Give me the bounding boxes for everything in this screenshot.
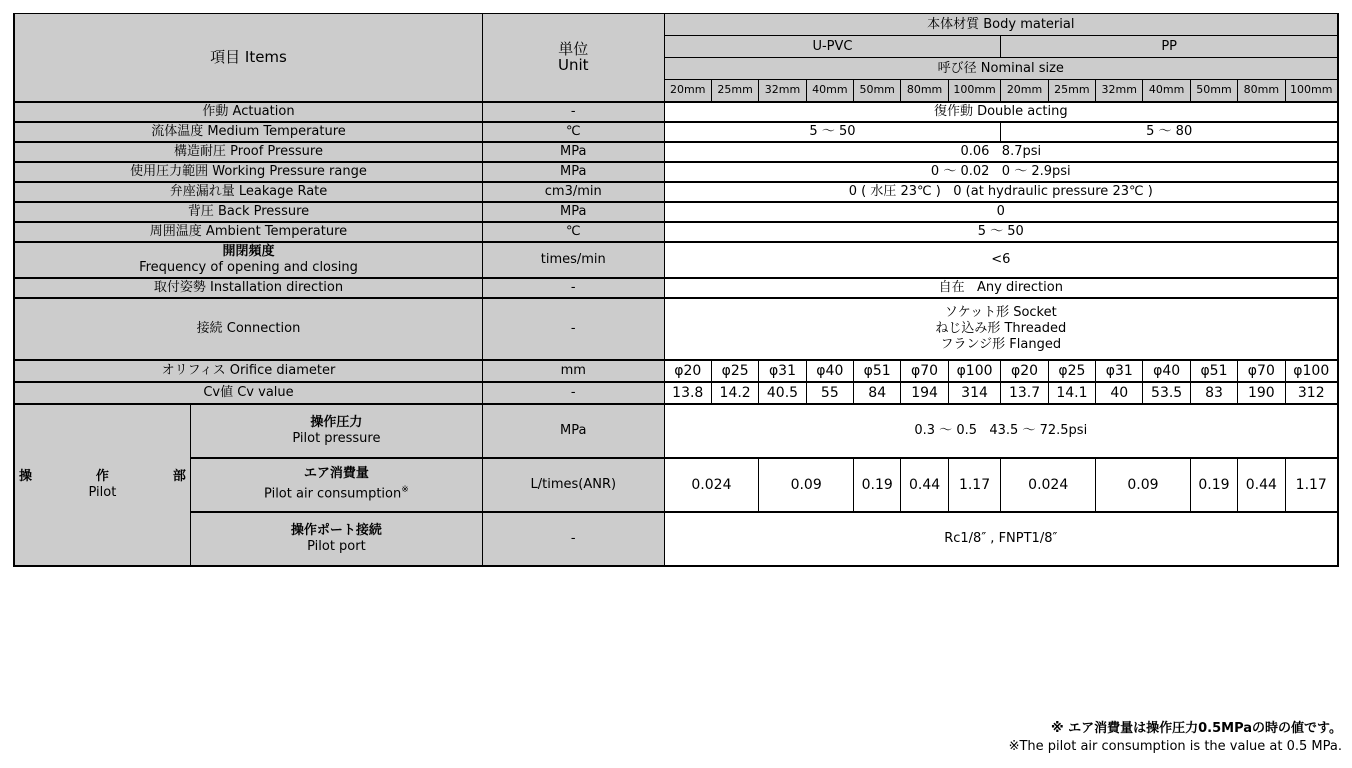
value-cell: 0 ～ 0.02 0 ～ 2.9psi xyxy=(664,162,1338,182)
row-back-pressure xyxy=(14,202,1338,222)
unit-cell: MPa xyxy=(482,162,664,182)
item-label xyxy=(190,458,482,512)
size-cell: 25mm xyxy=(1048,80,1095,102)
value-cell-upvc: 5 ～ 50 xyxy=(664,122,1001,142)
value-cell: 5 ～ 50 xyxy=(664,222,1338,242)
header-unit xyxy=(482,14,664,102)
item-label: 周囲温度 Ambient Temperature xyxy=(14,222,482,242)
size-cell: 40mm xyxy=(1143,80,1190,102)
row-installation xyxy=(14,278,1338,298)
item-label-jp: 操作圧力 xyxy=(310,414,363,430)
air-cell: 1.17 xyxy=(948,458,1001,512)
spec-table xyxy=(13,13,1339,567)
size-cell: 100mm xyxy=(1285,80,1338,102)
value-cell-pp: 5 ～ 80 xyxy=(1001,122,1338,142)
unit-cell: times/min xyxy=(482,242,664,278)
pilot-char: 操 xyxy=(19,468,33,484)
item-label: 背圧 Back Pressure xyxy=(14,202,482,222)
unit-label-en: Unit xyxy=(558,56,589,75)
footnotes xyxy=(1009,720,1342,756)
orifice-cell: φ51 xyxy=(1190,360,1237,382)
size-cell: 80mm xyxy=(901,80,948,102)
value-cell: 0 xyxy=(664,202,1338,222)
orifice-cell: φ20 xyxy=(1001,360,1048,382)
footnote-en: ※The pilot air consumption is the value at 0.5 MPa. xyxy=(1008,739,1342,754)
header-items: 項目 Items xyxy=(14,14,482,102)
unit-label-jp: 単位 xyxy=(558,40,589,59)
unit-cell: - xyxy=(482,278,664,298)
value-cell: Rc1/8″ , FNPT1/8″ xyxy=(664,512,1338,566)
material-pp: PP xyxy=(1001,36,1338,58)
unit-cell: cm3/min xyxy=(482,182,664,202)
orifice-cell: φ31 xyxy=(1096,360,1143,382)
unit-cell: MPa xyxy=(482,202,664,222)
orifice-cell: φ25 xyxy=(711,360,758,382)
item-label xyxy=(14,242,482,278)
row-medium-temperature xyxy=(14,122,1338,142)
air-cell: 0.44 xyxy=(901,458,948,512)
orifice-cell: φ40 xyxy=(806,360,853,382)
item-label: 接続 Connection xyxy=(14,298,482,360)
connection-flanged: フランジ形 Flanged xyxy=(940,336,1062,352)
orifice-cell: φ31 xyxy=(759,360,806,382)
unit-cell: - xyxy=(482,382,664,404)
cv-cell: 14.1 xyxy=(1048,382,1095,404)
cv-cell: 84 xyxy=(854,382,901,404)
pilot-char: 作 xyxy=(95,468,109,484)
air-cell: 0.024 xyxy=(1001,458,1096,512)
cv-cell: 194 xyxy=(901,382,948,404)
orifice-cell: φ70 xyxy=(901,360,948,382)
row-proof-pressure xyxy=(14,142,1338,162)
value-cell: 0 ( 水圧 23℃ ) 0 (at hydraulic pressure 23℃ ) xyxy=(664,182,1338,202)
size-cell: 100mm xyxy=(948,80,1001,102)
unit-cell: ℃ xyxy=(482,122,664,142)
unit-cell: L/times(ANR) xyxy=(482,458,664,512)
material-upvc: U-PVC xyxy=(664,36,1001,58)
item-label: 弁座漏れ量 Leakage Rate xyxy=(14,182,482,202)
connection-socket: ソケット形 Socket xyxy=(944,304,1057,320)
air-cell: 0.024 xyxy=(664,458,759,512)
item-label: 作動 Actuation xyxy=(14,102,482,122)
row-leakage-rate xyxy=(14,182,1338,202)
row-connection xyxy=(14,298,1338,360)
air-cell: 0.09 xyxy=(1096,458,1191,512)
item-label: オリフィス Orifice diameter xyxy=(14,360,482,382)
value-cell xyxy=(664,298,1338,360)
unit-cell: mm xyxy=(482,360,664,382)
item-label: 取付姿勢 Installation direction xyxy=(14,278,482,298)
cv-cell: 55 xyxy=(806,382,853,404)
unit-cell: - xyxy=(482,298,664,360)
item-label-en-text: Pilot air consumption xyxy=(264,486,402,502)
row-orifice xyxy=(14,360,1338,382)
unit-cell: - xyxy=(482,102,664,122)
cv-cell: 190 xyxy=(1238,382,1285,404)
row-pilot-pressure xyxy=(14,404,1338,458)
cv-cell: 83 xyxy=(1190,382,1237,404)
value-cell: 0.3 ～ 0.5 43.5 ～ 72.5psi xyxy=(664,404,1338,458)
size-cell: 50mm xyxy=(854,80,901,102)
item-label: Cv値 Cv value xyxy=(14,382,482,404)
header-nominal-size: 呼び径 Nominal size xyxy=(664,58,1338,80)
pilot-char: 部 xyxy=(172,468,186,484)
cv-cell: 14.2 xyxy=(711,382,758,404)
item-label-en xyxy=(191,482,482,502)
size-cell: 25mm xyxy=(711,80,758,102)
cv-cell: 40.5 xyxy=(759,382,806,404)
air-cell: 0.19 xyxy=(854,458,901,512)
size-cell: 40mm xyxy=(806,80,853,102)
orifice-cell: φ20 xyxy=(664,360,711,382)
size-cell: 20mm xyxy=(1001,80,1048,102)
orifice-cell: φ70 xyxy=(1238,360,1285,382)
cv-cell: 312 xyxy=(1285,382,1338,404)
row-cv xyxy=(14,382,1338,404)
row-frequency xyxy=(14,242,1338,278)
row-actuation xyxy=(14,102,1338,122)
item-label: 構造耐圧 Proof Pressure xyxy=(14,142,482,162)
item-label xyxy=(190,512,482,566)
air-cell: 0.19 xyxy=(1190,458,1237,512)
cv-cell: 53.5 xyxy=(1143,382,1190,404)
cv-cell: 13.8 xyxy=(664,382,711,404)
item-label: 使用圧力範囲 Working Pressure range xyxy=(14,162,482,182)
unit-cell: - xyxy=(482,512,664,566)
item-label-jp: エア消費量 xyxy=(303,466,369,482)
unit-cell: ℃ xyxy=(482,222,664,242)
size-cell: 50mm xyxy=(1190,80,1237,102)
cv-cell: 13.7 xyxy=(1001,382,1048,404)
item-label xyxy=(190,404,482,458)
item-label-jp: 操作ポート接続 xyxy=(290,522,382,538)
orifice-cell: φ100 xyxy=(1285,360,1338,382)
size-cell: 20mm xyxy=(664,80,711,102)
orifice-cell: φ100 xyxy=(948,360,1001,382)
connection-threaded: ねじ込み形 Threaded xyxy=(935,320,1067,336)
item-label-en: Pilot pressure xyxy=(292,430,381,446)
row-ambient-temperature xyxy=(14,222,1338,242)
item-label-en: Frequency of opening and closing xyxy=(139,259,358,275)
unit-cell: MPa xyxy=(482,404,664,458)
orifice-cell: φ40 xyxy=(1143,360,1190,382)
footnote-jp: ※ エア消費量は操作圧力0.5MPaの時の値です。 xyxy=(1050,721,1342,736)
size-cell: 32mm xyxy=(759,80,806,102)
header-body-material: 本体材質 Body material xyxy=(664,14,1338,36)
size-cell: 32mm xyxy=(1096,80,1143,102)
unit-cell: MPa xyxy=(482,142,664,162)
note-mark: ※ xyxy=(401,485,409,496)
row-pilot-port xyxy=(14,512,1338,566)
item-label-en: Pilot port xyxy=(307,538,366,554)
air-cell: 0.09 xyxy=(759,458,854,512)
cv-cell: 314 xyxy=(948,382,1001,404)
item-label-jp: 開閉頻度 xyxy=(222,243,275,259)
row-working-pressure xyxy=(14,162,1338,182)
pilot-group-label xyxy=(14,404,190,566)
pilot-group-en: Pilot xyxy=(88,484,117,500)
item-label: 流体温度 Medium Temperature xyxy=(14,122,482,142)
size-cell: 80mm xyxy=(1238,80,1285,102)
orifice-cell: φ25 xyxy=(1048,360,1095,382)
air-cell: 1.17 xyxy=(1285,458,1338,512)
cv-cell: 40 xyxy=(1096,382,1143,404)
value-cell: 復作動 Double acting xyxy=(664,102,1338,122)
row-pilot-air xyxy=(14,458,1338,512)
value-cell: 自在 Any direction xyxy=(664,278,1338,298)
pilot-group-jp xyxy=(15,469,190,485)
value-cell: <6 xyxy=(664,242,1338,278)
air-cell: 0.44 xyxy=(1238,458,1285,512)
orifice-cell: φ51 xyxy=(854,360,901,382)
value-cell: 0.06 8.7psi xyxy=(664,142,1338,162)
